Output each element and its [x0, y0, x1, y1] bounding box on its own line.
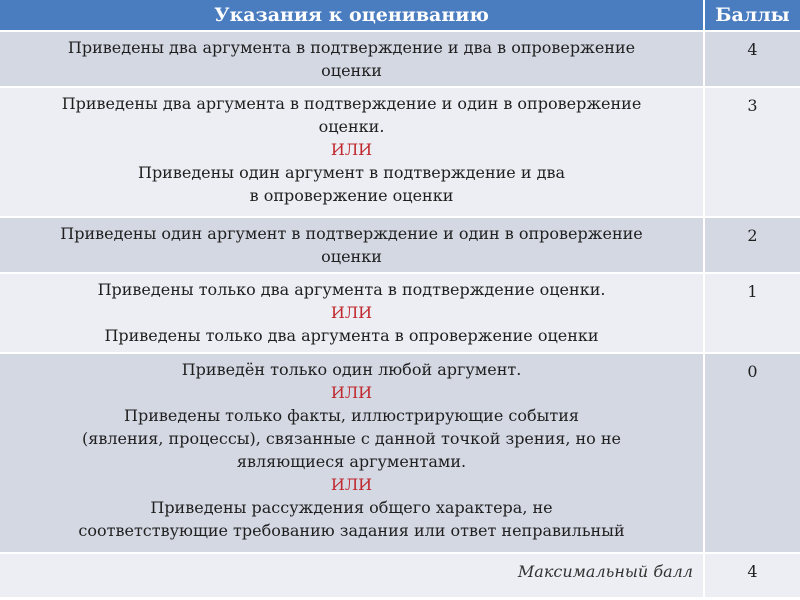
- table-row-4: [0, 31, 800, 87]
- criteria-text: Приведены только два аргумента в подтверждение оценки.: [97, 280, 606, 299]
- table-row-1: [0, 273, 800, 353]
- or-separator: ИЛИ: [330, 140, 373, 159]
- table-row-2: [0, 217, 800, 273]
- points-cell: 2: [704, 217, 800, 273]
- header-row: [0, 0, 800, 31]
- criteria-text: (явления, процессы), связанные с данной точкой зрения, но не: [81, 429, 622, 448]
- criteria-header: Указания к оцениванию: [0, 0, 704, 31]
- criteria-text: в опровержение оценки: [249, 186, 454, 205]
- points-cell: 3: [704, 87, 800, 217]
- criteria-text: оценки: [321, 247, 382, 266]
- criteria-text: Приведены два аргумента в подтверждение и один в опровержение: [61, 94, 642, 113]
- or-separator: ИЛИ: [330, 475, 373, 494]
- or-separator: ИЛИ: [330, 383, 373, 402]
- table-row-3: [0, 87, 800, 217]
- points-cell: 0: [704, 353, 800, 553]
- criteria-text: соответствующие требованию задания или ответ неправильный: [78, 521, 625, 540]
- points-cell: 4: [704, 31, 800, 87]
- criteria-text: оценки: [321, 61, 382, 80]
- criteria-text: Приведены один аргумент в подтверждение и один в опровержение: [60, 224, 643, 243]
- criteria-text: Приведены только факты, иллюстрирующие события: [124, 406, 579, 425]
- points-header: Баллы: [704, 0, 800, 31]
- criteria-cell: [0, 273, 704, 353]
- points-cell: 1: [704, 273, 800, 353]
- criteria-cell: [0, 353, 704, 553]
- criteria-text: Приведены рассуждения общего характера, не: [150, 498, 553, 517]
- criteria-text: Приведены только два аргумента в опровержение оценки: [104, 326, 599, 345]
- criteria-cell: [0, 217, 704, 273]
- criteria-cell: [0, 87, 704, 217]
- or-separator: ИЛИ: [330, 303, 373, 322]
- criteria-text: являющиеся аргументами.: [236, 452, 467, 471]
- table-row-0: [0, 353, 800, 553]
- table-row-max: [0, 553, 800, 598]
- max-score-value: 4: [704, 553, 800, 598]
- criteria-text: оценки.: [318, 117, 385, 136]
- criteria-text: Приведены два аргумента в подтверждение и два в опровержение: [67, 38, 636, 57]
- criteria-cell: [0, 31, 704, 87]
- criteria-text: Приведены один аргумент в подтверждение и два: [137, 163, 565, 182]
- max-score-label: Максимальный балл: [0, 553, 704, 598]
- criteria-text: Приведён только один любой аргумент.: [181, 360, 522, 379]
